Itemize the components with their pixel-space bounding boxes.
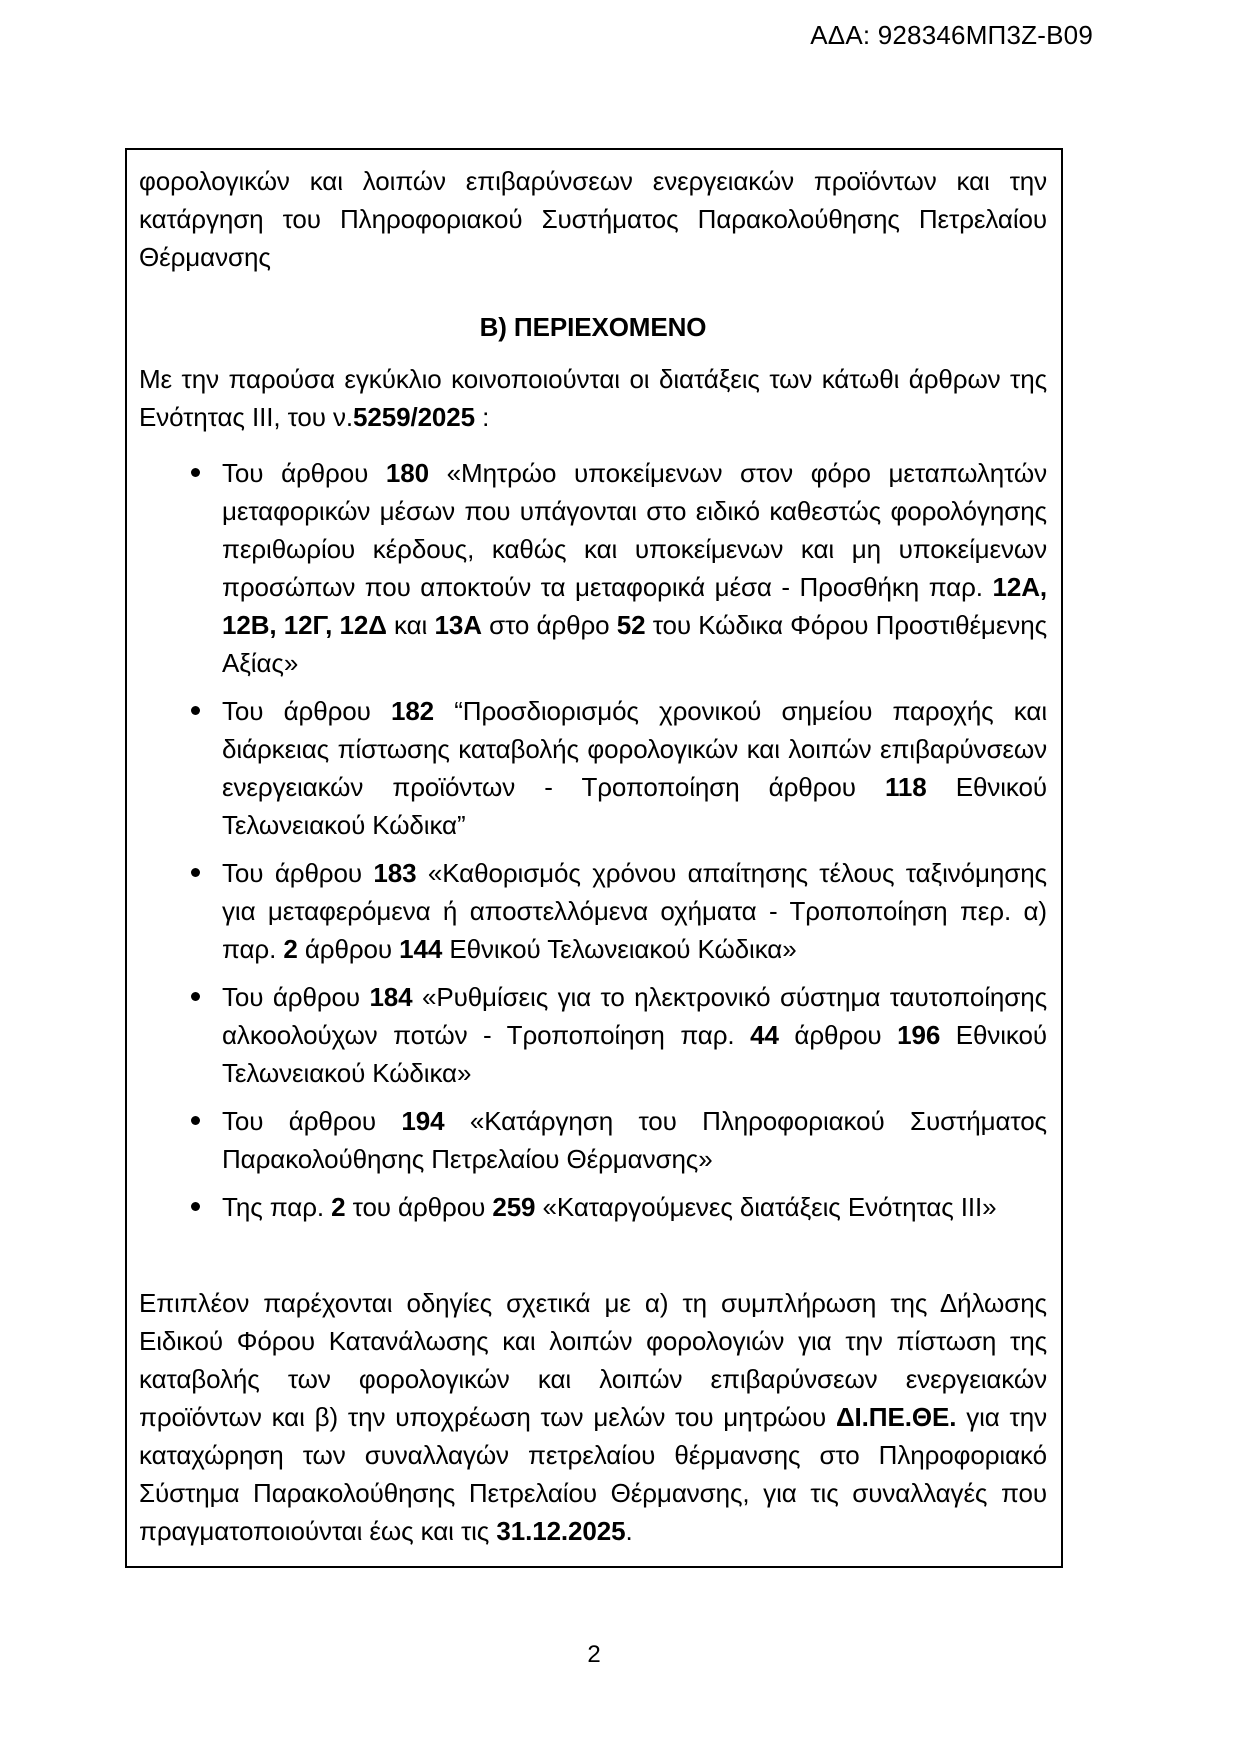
text-run: «Μητρώο υποκείμενων στον φόρο μεταπωλητών μεταφορικών μέσων που υπάγονται στο ειδικό καθεστώς φορολόγησης περιθωρίου κέρδους, καθώς και υποκείμενων και μη υποκείμενων προσώπων που αποκτούν τα μεταφορικά μέσα - Προσθήκη παρ. [222, 458, 1047, 602]
text-run: Του άρθρου [222, 696, 391, 726]
text-run: «Κατάργηση του Πληροφοριακού Συστήματος Παρακολούθησης Πετρελαίου Θέρμανσης» [222, 1106, 1047, 1174]
text-run: . [625, 1516, 633, 1546]
text-run: ΔΙ.ΠΕ.ΘΕ. [835, 1402, 957, 1432]
page-number: 2 [587, 1641, 601, 1668]
text-run: 31.12.2025 [496, 1516, 626, 1546]
text-run: φορολογικών και λοιπών επιβαρύνσεων ενεργειακών προϊόντων και την κατάργηση του Πληροφοριακού Συστήματος Παρακολούθησης Πετρελαίου Θέρμανσης [139, 166, 1047, 272]
bullet-icon [191, 992, 200, 1001]
text-run: Επιπλέον παρέχονται οδηγίες σχετικά με α) τη συμπλήρωση της Δήλωσης Ειδικού Φόρου Κατανάλωσης και λοιπών φορολογιών για την πίστωση της καταβολής των φορολογικών και λοιπών επιβαρύνσεων ενεργειακών προϊόντων και β) την υποχρέωση των μελών του μητρώου [139, 1288, 1047, 1432]
bullet-icon [191, 1202, 200, 1211]
article-list [139, 454, 1047, 1226]
bullet-icon [191, 468, 200, 477]
text-run: Εθνικού Τελωνειακού Κώδικα» [222, 1020, 1047, 1088]
text-run: άρθρου [778, 1020, 898, 1050]
opening-paragraph [139, 162, 1047, 276]
text-run: και [386, 610, 435, 640]
text-run: άρθρου [297, 934, 400, 964]
text-run: 180 [385, 458, 429, 488]
text-run: Του άρθρου [222, 982, 370, 1012]
text-run: «Καθορισμός χρόνου απαίτησης τέλους ταξινόμησης για μεταφερόμενα ή αποστελλόμενα οχήματα - Τροποποίηση περ. α) παρ. [222, 858, 1047, 964]
article-list-item-text [222, 696, 1047, 840]
article-list-item [139, 978, 1047, 1092]
text-run: 44 [750, 1020, 779, 1050]
text-run: Εθνικού Τελωνειακού Κώδικα» [442, 934, 797, 964]
text-run: του Κώδικα Φόρου Προστιθέμενης Αξίας» [222, 610, 1047, 678]
text-run: του άρθρου [345, 1192, 493, 1222]
text-run: 13Α [434, 610, 482, 640]
text-run: 2 [283, 934, 298, 964]
text-run: για την καταχώρηση των συναλλαγών πετρελαίου θέρμανσης στο Πληροφοριακό Σύστημα Παρακολούθησης Πετρελαίου Θέρμανσης, για τις συναλλαγές που πραγματοποιούνται έως και τις [139, 1402, 1047, 1546]
text-run: «Ρυθμίσεις για το ηλεκτρονικό σύστημα ταυτοποίησης αλκοολούχων ποτών - Τροποποίηση παρ. [222, 982, 1047, 1050]
article-list-item [139, 1102, 1047, 1178]
text-run: 194 [401, 1106, 445, 1136]
text-run: “Προσδιορισμός χρονικού σημείου παροχής και διάρκειας πίστωσης καταβολής φορολογικών και λοιπών επιβαρύνσεων ενεργειακών προϊόντων - Τροποποίηση άρθρου [222, 696, 1047, 802]
article-list-item [139, 1188, 1047, 1226]
text-run: 183 [373, 858, 417, 888]
lead-paragraph [139, 360, 1047, 436]
text-run: 184 [369, 982, 413, 1012]
text-run: 259 [492, 1192, 536, 1222]
text-run: 118 [884, 772, 927, 802]
text-run: 144 [399, 934, 443, 964]
article-list-item-text [222, 458, 1047, 678]
article-list-item [139, 692, 1047, 844]
bullet-icon [191, 706, 200, 715]
text-run: 2 [331, 1192, 346, 1222]
text-run: στο άρθρο [481, 610, 617, 640]
text-run: : [475, 402, 490, 432]
article-list-item-text [222, 1106, 1047, 1174]
content-box [125, 148, 1063, 1568]
article-list-item [139, 854, 1047, 968]
article-list-item-text [222, 1192, 997, 1222]
ada-code: ΑΔΑ: 928346ΜΠ3Ζ-Β09 [810, 20, 1093, 50]
text-run: Του άρθρου [222, 1106, 402, 1136]
bullet-icon [191, 868, 200, 877]
text-run: 182 [390, 696, 435, 726]
text-run: «Καταργούμενες διατάξεις Ενότητας ΙΙΙ» [535, 1192, 997, 1222]
text-run: Με την παρούσα εγκύκλιο κοινοποιούνται οι διατάξεις των κάτωθι άρθρων της Ενότητας ΙΙΙ, του ν. [139, 364, 1047, 432]
text-run: 196 [897, 1020, 941, 1050]
article-list-item [139, 454, 1047, 682]
bullet-icon [191, 1116, 200, 1125]
article-list-item-text [222, 982, 1047, 1088]
text-run: Της παρ. [222, 1192, 332, 1222]
text-run: Του άρθρου [222, 458, 386, 488]
text-run: Εθνικού Τελωνειακού Κώδικα” [222, 772, 1047, 840]
closing-paragraph [139, 1284, 1047, 1550]
text-run: Του άρθρου [222, 858, 374, 888]
article-list-item-text [222, 858, 1047, 964]
text-run: 12Α, 12Β, 12Γ, 12Δ [222, 572, 1047, 640]
section-heading: Β) ΠΕΡΙΕΧΟΜΕΝΟ [479, 312, 707, 342]
text-run: 52 [616, 610, 646, 640]
text-run: 5259/2025 [353, 402, 476, 432]
